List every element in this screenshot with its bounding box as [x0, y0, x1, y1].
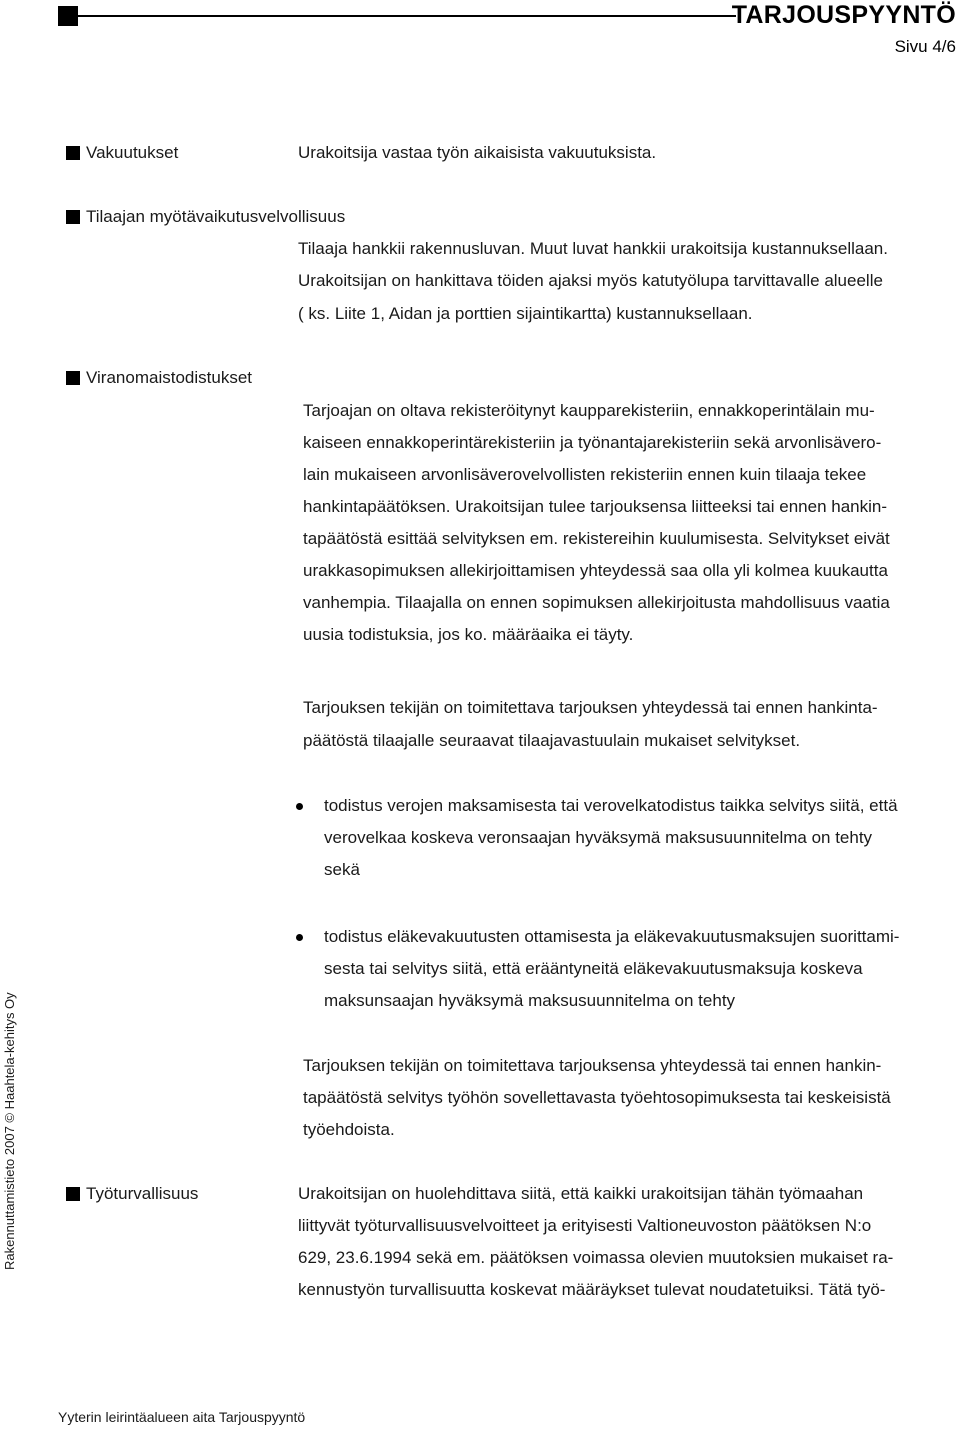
text-line: maksunsaajan hyväksymä maksusuunnitelma on tehty — [324, 991, 736, 1010]
text-line: liittyvät työturvallisuusvelvoitteet ja erityisesti Valtioneuvoston päätöksen N:o — [298, 1216, 872, 1235]
text-line: Tarjouksen tekijän on toimitettava tarjouksensa yhteydessä tai ennen hankin- — [303, 1056, 882, 1075]
section-bullet-icon — [66, 210, 80, 224]
text-line: Urakoitsijan on hankittava töiden ajaksi myös katutyölupa tarvittavalle alueelle — [298, 271, 883, 290]
copyright-side-text: Rakennuttamistieto 2007 © Haahtela-kehitys Oy — [2, 992, 17, 1270]
text-line: urakkasopimuksen allekirjoittamisen yhteydessä saa olla yli kolmea kuukautta — [303, 561, 888, 580]
text-line: Tilaaja hankkii rakennusluvan. Muut luvat hankkii urakoitsija kustannuksellaan. — [298, 239, 888, 258]
text-line: hankintapäätöksen. Urakoitsijan tulee tarjouksensa liitteeksi tai ennen hankin- — [303, 497, 888, 516]
list-bullet-icon — [296, 934, 303, 941]
header-rule — [78, 15, 736, 17]
list-bullet-icon — [296, 803, 303, 810]
text-line: todistus eläkevakuutusten ottamisesta ja eläkevakuutusmaksujen suorittami- — [324, 927, 900, 946]
section-label-tilaajan: Tilaajan myötävaikutusvelvollisuus — [86, 207, 346, 226]
section-bullet-icon — [66, 146, 80, 160]
vakuutukset-text: Urakoitsija vastaa työn aikaisista vakuutuksista. — [298, 143, 657, 162]
text-line: ( ks. Liite 1, Aidan ja porttien sijaintikartta) kustannuksellaan. — [298, 304, 753, 323]
text-line: tapäätöstä esittää selvityksen em. rekistereihin kuulumisesta. Selvitykset eivät — [303, 529, 890, 548]
footer-text: Yyterin leirintäalueen aita Tarjouspyyntö — [58, 1409, 306, 1425]
page-number: Sivu 4/6 — [894, 37, 956, 56]
section-bullet-icon — [66, 1187, 80, 1201]
section-label-vakuutukset: Vakuutukset — [86, 143, 179, 162]
text-line: Tarjouksen tekijän on toimitettava tarjouksen yhteydessä tai ennen hankinta- — [303, 698, 878, 717]
section-label-viranomaistodistukset: Viranomaistodistukset — [86, 368, 252, 387]
text-line: tapäätöstä selvitys työhön sovellettavasta työehtosopimuksesta tai keskeisistä — [303, 1088, 891, 1107]
text-line: kaiseen ennakkoperintärekisteriin ja työnantajarekisteriin sekä arvonlisävero- — [303, 433, 882, 452]
text-line: työehdoista. — [303, 1120, 395, 1139]
text-line: vanhempia. Tilaajalla on ennen sopimuksen allekirjoitusta mahdollisuus vaatia — [303, 593, 890, 612]
text-line: verovelkaa koskeva veronsaajan hyväksymä maksusuunnitelma on tehty — [324, 828, 873, 847]
text-line: lain mukaiseen arvonlisäverovelvollisten rekisteriin ennen kuin tilaaja tekee — [303, 465, 867, 484]
header-square-mark — [58, 6, 78, 26]
text-line: 629, 23.6.1994 sekä em. päätöksen voimassa olevien muutoksien mukaiset ra- — [298, 1248, 894, 1267]
text-line: päätöstä tilaajalle seuraavat tilaajavastuulain mukaiset selvitykset. — [303, 731, 801, 750]
text-line: uusia todistuksia, jos ko. määräaika ei täyty. — [303, 625, 634, 644]
text-line: todistus verojen maksamisesta tai verovelkatodistus taikka selvitys siitä, että — [324, 796, 898, 815]
section-label-tyoturvallisuus: Työturvallisuus — [86, 1184, 199, 1203]
text-line: Tarjoajan on oltava rekisteröitynyt kaupparekisteriin, ennakkoperintälain mu- — [303, 401, 875, 420]
text-line: kennustyön turvallisuutta koskevat määräykset tulevat noudatetuiksi. Tätä työ- — [298, 1280, 886, 1299]
text-line: sesta tai selvitys siitä, että erääntyneitä eläkevakuutusmaksuja koskeva — [324, 959, 863, 978]
document-title: TARJOUSPYYNTÖ — [731, 1, 956, 29]
text-line: Urakoitsijan on huolehdittava siitä, että kaikki urakoitsijan tähän työmaahan — [298, 1184, 864, 1203]
section-bullet-icon — [66, 371, 80, 385]
text-line: sekä — [324, 860, 360, 879]
